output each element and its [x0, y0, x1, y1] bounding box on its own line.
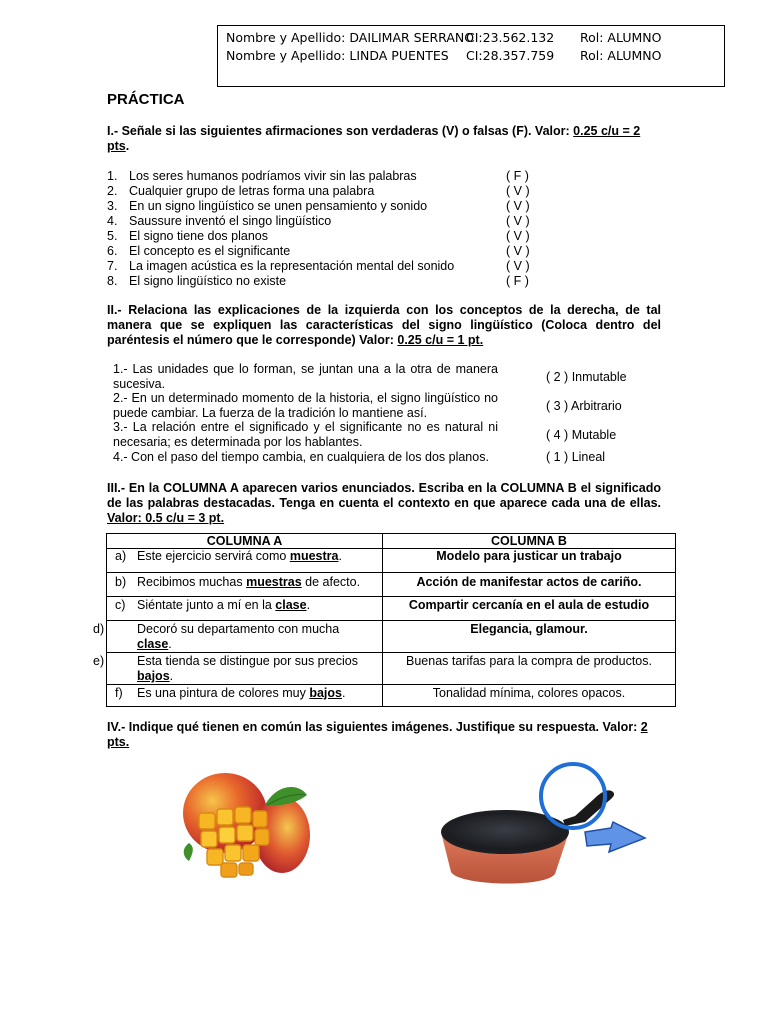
- cell-b: Elegancia, glamour.: [383, 621, 676, 653]
- answer: ( 3 ) Arbitrario: [546, 399, 622, 413]
- answer: ( V ): [506, 244, 530, 258]
- part1-heading: [107, 124, 661, 154]
- frying-pan-icon: [435, 760, 655, 890]
- part1-value-unit: pts: [107, 139, 126, 153]
- student-ci: CI:28.357.759: [466, 48, 555, 63]
- cell-a: d) Decoró su departamento con mucha clase.: [107, 621, 383, 653]
- answer: ( 1 ) Lineal: [546, 450, 606, 464]
- answer: ( V ): [506, 259, 530, 273]
- list-item: 1. Los seres humanos podríamos vivir sin las palabras ( F ): [107, 169, 529, 183]
- cell-a: e) Esta tienda se distingue por sus precios bajos.: [107, 653, 383, 685]
- cell-b: Modelo para justicar un trabajo: [383, 549, 676, 573]
- highlighted-word: muestras: [246, 575, 302, 589]
- part2-heading-text: II.- Relaciona las explicaciones de la izquierda con los conceptos de la derecha, de tal manera que se expliquen las características del signo lingüístico (Coloca dentro del paréntesis el número que le corresponde) Valor:: [107, 303, 661, 347]
- highlighted-word: clase: [275, 598, 307, 612]
- answer: ( V ): [506, 184, 530, 198]
- column-b-header: COLUMNA B: [383, 534, 676, 549]
- part4-heading: [107, 720, 661, 750]
- part1-heading-end: .: [125, 139, 130, 153]
- part3-heading-text: III.- En la COLUMNA A aparecen varios enunciados. Escriba en la COLUMNA B el significado de las palabras destacadas. Tenga en cuenta el contexto en que aparece cada una de ellas.: [107, 481, 661, 510]
- list-item: 8. El signo lingüístico no existe ( F ): [107, 274, 529, 288]
- column-a-header: COLUMNA A: [107, 534, 383, 549]
- cell-a: a) Este ejercicio servirá como muestra.: [107, 549, 383, 573]
- part4-value: 2: [640, 720, 648, 734]
- list-item: 2. Cualquier grupo de letras forma una palabra ( V ): [107, 184, 530, 198]
- part4-value-unit: pts.: [107, 735, 130, 749]
- cell-a: c) Siéntate junto a mí en la clase.: [107, 597, 383, 621]
- student-ci: CI:23.562.132: [466, 30, 555, 45]
- cell-b: Tonalidad mínima, colores opacos.: [383, 685, 676, 707]
- list-item: 6. El concepto es el significante ( V ): [107, 244, 530, 258]
- answer: ( 4 ) Mutable: [546, 428, 617, 442]
- list-item: 7. La imagen acústica es la representación mental del sonido ( V ): [107, 259, 530, 273]
- highlighted-word: bajos: [137, 669, 170, 683]
- student-info-box: [217, 25, 725, 87]
- student-role: Rol: ALUMNO: [580, 30, 662, 45]
- cell-b: Compartir cercanía en el aula de estudio: [383, 597, 676, 621]
- part1-value: 0.25 c/u = 2: [573, 124, 641, 138]
- list-item: 2.- En un determinado momento de la historia, el signo lingüístico no puede cambiar. La fuerza de la tradición lo mantiene así. ( 3 ) Arbitrario: [113, 391, 622, 420]
- table-row: [107, 685, 676, 707]
- list-item: 3.- La relación entre el significado y el significante no es natural ni necesaria; es determinada por los hablantes. ( 4 ) Mutable: [113, 420, 617, 449]
- list-item: 4. Saussure inventó el singo lingüístico ( V ): [107, 214, 530, 228]
- part3-value: Valor: 0.5 c/u = 3 pt.: [107, 511, 225, 525]
- part1-heading-text: I.- Señale si las siguientes afirmaciones son verdaderas (V) o falsas (F). Valor:: [107, 124, 574, 138]
- part2-value: 0.25 c/u = 1 pt.: [397, 333, 484, 347]
- table-row: [107, 573, 676, 597]
- answer: ( 2 ) Inmutable: [546, 370, 627, 384]
- list-item: 1.- Las unidades que lo forman, se juntan una a la otra de manera sucesiva. ( 2 ) Inmutable: [113, 362, 627, 391]
- student-name: Nombre y Apellido: LINDA PUENTES: [226, 48, 449, 63]
- table-row: [107, 549, 676, 573]
- list-item: 3. En un signo lingüístico se unen pensamiento y sonido ( V ): [107, 199, 530, 213]
- answer: ( V ): [506, 229, 530, 243]
- cell-a: b) Recibimos muchas muestras de afecto.: [107, 573, 383, 597]
- table-row: [107, 653, 676, 685]
- list-item: 4.- Con el paso del tiempo cambia, en cualquiera de los dos planos. ( 1 ) Lineal: [113, 450, 606, 464]
- part2-heading: [107, 303, 661, 348]
- part4-heading-text: IV.- Indique qué tienen en común las siguientes imágenes. Justifique su respuesta. Valor:: [107, 720, 641, 734]
- answer: ( F ): [506, 169, 529, 183]
- table-header-row: [107, 534, 676, 549]
- answer: ( V ): [506, 199, 530, 213]
- cell-a: f) Es una pintura de colores muy bajos.: [107, 685, 383, 707]
- highlighted-word: muestra: [289, 549, 339, 563]
- part2-list: [113, 362, 673, 465]
- mango-icon: [177, 765, 317, 887]
- highlighted-word: bajos: [309, 686, 342, 700]
- table-row: [107, 597, 676, 621]
- cell-b: Buenas tarifas para la compra de productos.: [383, 653, 676, 685]
- columns-table: [93, 533, 676, 707]
- highlighted-word: clase: [137, 637, 169, 651]
- student-name: Nombre y Apellido: DAILIMAR SERRANO: [226, 30, 475, 45]
- part1-list: [107, 169, 547, 289]
- table-row: [107, 621, 676, 653]
- answer: ( V ): [506, 214, 530, 228]
- answer: ( F ): [506, 274, 529, 288]
- page-title: PRÁCTICA: [107, 91, 185, 108]
- list-item: 5. El signo tiene dos planos ( V ): [107, 229, 530, 243]
- arrow-icon: [585, 822, 645, 852]
- part3-heading: [107, 481, 661, 526]
- cell-b: Acción de manifestar actos de cariño.: [383, 573, 676, 597]
- student-role: Rol: ALUMNO: [580, 48, 662, 63]
